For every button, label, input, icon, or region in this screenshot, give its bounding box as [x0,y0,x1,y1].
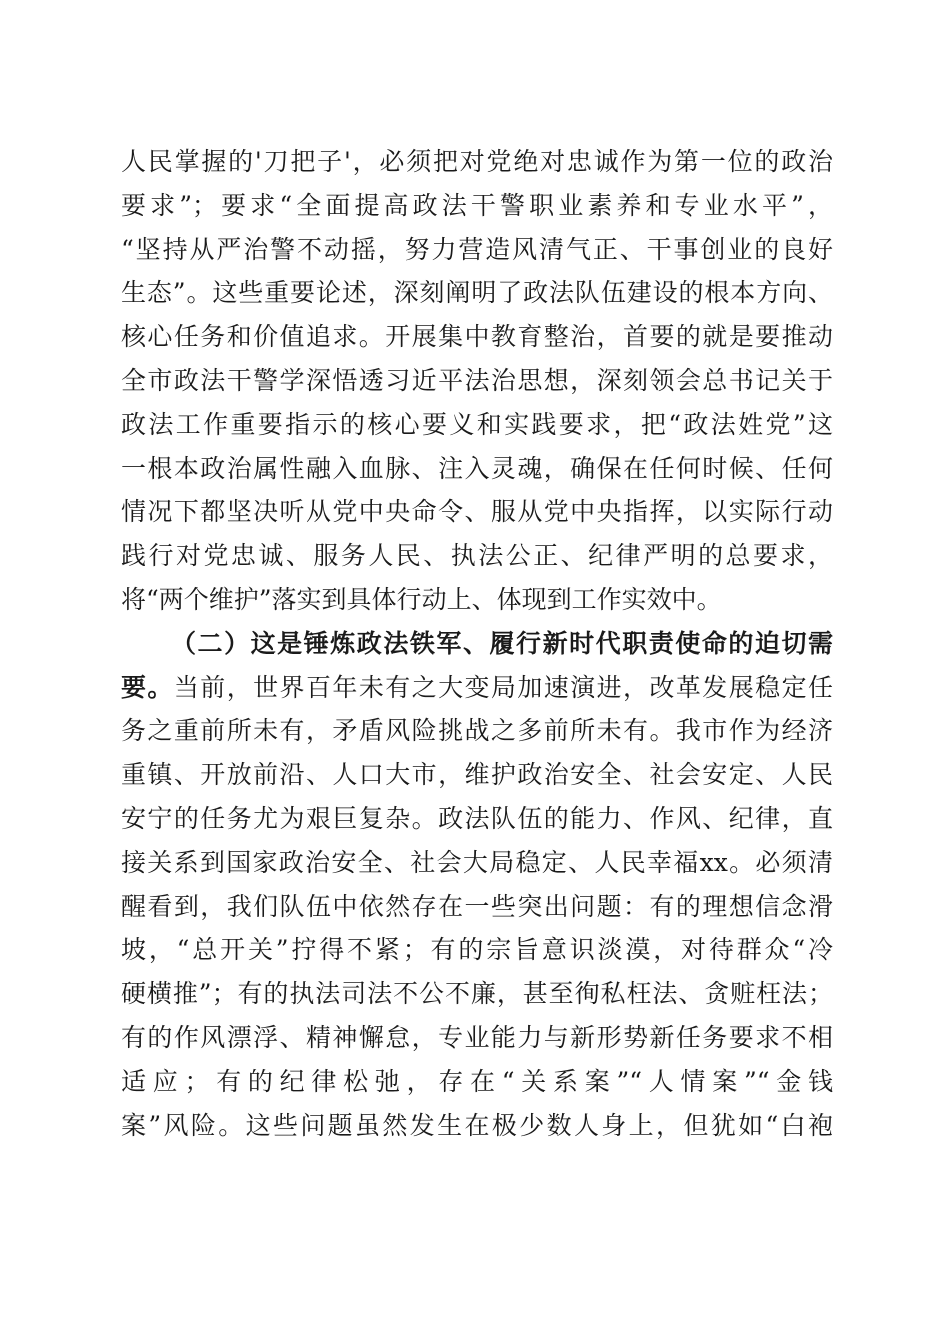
text-line: 安宁的任务尤为艰巨复杂。政法队伍的能力、作风、纪律，直 [121,803,833,833]
text-line: 政法工作重要指示的核心要义和实践要求，把“政法姓党”这 [121,409,833,439]
text-line: 核心任务和价值追求。开展集中教育整治，首要的就是要推动 [121,322,833,352]
text-line: 全市政法干警学深悟透习近平法治思想，深刻领会总书记关于 [121,365,833,395]
text-line: 一根本政治属性融入血脉、注入灵魂，确保在任何时候、任何 [121,453,833,483]
text-line: 醒看到，我们队伍中依然存在一些突出问题：有的理想信念滑 [121,891,833,921]
text-line-rest: 当前，世界百年未有之大变局加速演进，改革发展稳定任 [173,672,833,702]
text-line: 接关系到国家政治安全、社会大局稳定、人民幸福xx。必须清 [121,847,833,877]
text-line: 践行对党忠诚、服务人民、执法公正、纪律严明的总要求， [121,541,833,571]
text-line: “坚持从严治警不动摇，努力营造风清气正、干事创业的良好 [121,234,833,264]
text-line: 有的作风漂浮、精神懈怠，专业能力与新形势新任务要求不相 [121,1022,833,1052]
text-line: 生态”。这些重要论述，深刻阐明了政法队伍建设的根本方向、 [121,278,833,308]
text-line: 务之重前所未有，矛盾风险挑战之多前所未有。我市作为经济 [121,716,833,746]
text-line [121,666,833,710]
text-line: 适应；有的纪律松弛，存在“关系案”“人情案”“金钱 [121,1066,833,1096]
text-line: 人民掌握的'刀把子'，必须把对党绝对忠诚作为第一位的政治 [121,147,833,176]
body-text [121,140,833,1147]
text-line: 案”风险。这些问题虽然发生在极少数人身上，但犹如“白袍 [121,1110,833,1140]
text-line: 将“两个维护”落实到具体行动上、体现到工作实效中。 [121,584,722,614]
text-line: 要求”；要求“全面提高政法干警职业素养和专业水平”， [121,190,833,220]
text-line: 情况下都坚决听从党中央命令、服从党中央指挥，以实际行动 [121,497,833,527]
text-line: 坡，“总开关”拧得不紧；有的宗旨意识淡漠，对待群众“冷 [121,935,833,965]
section-heading-end: 要。 [121,672,174,702]
text-line: 硬横推”；有的执法司法不公不廉，甚至徇私枉法、贪赃枉法； [121,979,833,1009]
section-heading: （二）这是锤炼政法铁军、履行新时代职责使命的迫切需 [171,628,833,658]
text-line: 重镇、开放前沿、人口大市，维护政治安全、社会安定、人民 [121,760,833,790]
